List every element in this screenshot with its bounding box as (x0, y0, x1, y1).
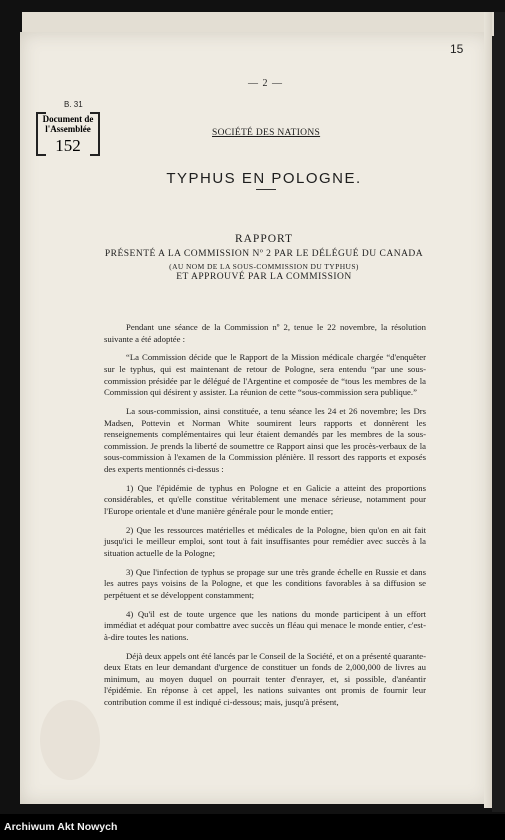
paragraph: Déjà deux appels ont été lancés par le Conseil de la Société, et on a présenté quarante-deux Etats en leur demandant d'urgence de constituer un fonds de 2,000,000 de livres au minimum, au moyen duquel on pourrait tenter d'enrayer, et, si possible, d'anéantir l'épidémie. En réponse à cet appel, les nations suivantes ont promis de fournir leur contribution comme il est indiqué ci-dessous; mais, jusqu'à présent, (104, 650, 426, 707)
archive-credit: Archiwum Akt Nowych (4, 821, 118, 833)
report-body (104, 322, 426, 716)
paragraph: La sous-commission, ainsi constituée, a tenu séance les 24 et 26 novembre; les Drs Madsen, Pottevin et Norman White soumirent leurs rapports et donnèrent les renseignements complémentaires qui leur étaient demandés par les membres de la sous-commission. Je prends la liberté de soumettre ce Rapport ainsi que les procès-verbaux de la sous-commission à l'examen de la Commission plénière. Il ressort des rapports et exposés des experts mentionnés ci-dessus : (104, 405, 426, 474)
finding-2: 2) Que les ressources matérielles et médicales de la Pologne, bien qu'on en ait fait jusqu'ici le meilleur emploi, sont tout à fait insuffisantes pour remédier avec succès à la situation actuelle de la Pologne; (104, 524, 426, 558)
document-title: TYPHUS EN POLOGNE. (166, 170, 362, 187)
page-number: — 2 — (248, 78, 283, 89)
document-ref-line2: l'Assemblée (45, 124, 91, 134)
finding-1: 1) Que l'épidémie de typhus en Pologne et en Galicie a atteint des proportions considérables, et qu'elle constitue véritablement une menace sérieuse, notamment pour l'Europe orientale et d'une manière générale pour le monde entier; (104, 482, 426, 516)
finding-4: 4) Qu'il est de toute urgence que les nations du monde participent à un effort immédiat et adéquat pour combattre avec succès un fléau qui menace le monde entier, c'est-à-dire toutes les nations. (104, 608, 426, 642)
report-heading: RAPPORT (234, 233, 294, 245)
report-subtitle-2: (AU NOM DE LA SOUS-COMMISSION DU TYPHUS) (169, 262, 359, 271)
resolution-quote: “La Commission décide que le Rapport de la Mission médicale chargée “d'enquêter sur le typhus, qui est maintenant de retour de Pologne, sera entendu “par une sous-commission présidée par le délégué de l'Argentine et composée de “tous les membres de la Commission qui désirent y assister. La réunion de cette “sous-commission sera publique.” (104, 352, 426, 398)
archive-page-number: 15 (450, 42, 464, 56)
document-ref-line1: Document de (42, 114, 94, 124)
report-subtitle-1: PRÉSENTÉ A LA COMMISSION Nº 2 PAR LE DÉLÉGUÉ DU CANADA (104, 249, 424, 259)
society-heading: SOCIÉTÉ DES NATIONS (212, 128, 321, 138)
title-rule (256, 189, 276, 190)
paragraph: Pendant une séance de la Commission nº 2, tenue le 22 novembre, la résolution suivante a été adoptée : (104, 322, 426, 344)
report-subtitle-3: ET APPROUVÉ PAR LA COMMISSION (176, 272, 352, 282)
document-code: B. 31 (64, 100, 83, 109)
finding-3: 3) Que l'infection de typhus se propage sur une très grande échelle en Russie et dans les autres pays voisins de la Pologne, et que les conditions favorables à sa diffusion se perpétuent et se développent constamment; (104, 566, 426, 600)
paper-stain (40, 700, 100, 780)
page-edge (484, 12, 492, 808)
scan-edge (492, 12, 505, 812)
document-ref-number: 152 (55, 136, 81, 155)
document-ref-box (36, 112, 100, 156)
